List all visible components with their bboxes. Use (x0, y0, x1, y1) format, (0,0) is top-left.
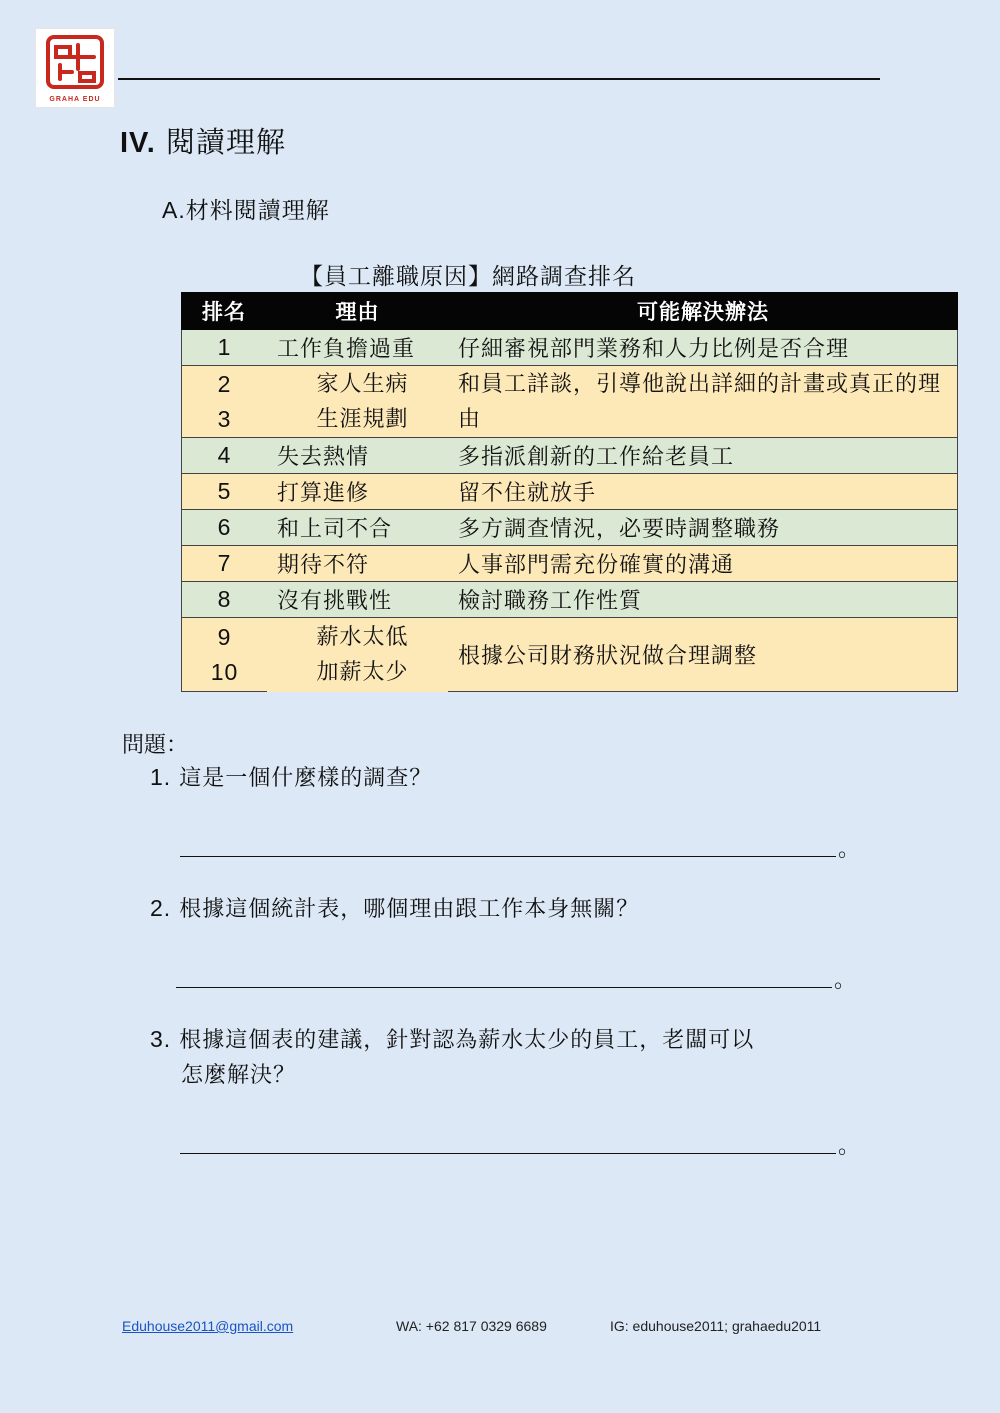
answer-end-2: 。 (834, 968, 857, 993)
table-cell-solution: 留不住就放手 (448, 474, 958, 510)
table-cell-reason: 沒有挑戰性 (267, 582, 448, 618)
answer-line-2[interactable] (176, 987, 832, 988)
answer-line-1[interactable] (180, 856, 836, 857)
answer-end-3: 。 (838, 1134, 861, 1159)
seal-logo-icon (36, 29, 114, 107)
subsection-title (162, 192, 330, 225)
question-3: 3. 根據這個表的建議，針對認為薪水太少的員工，老闆可以 怎麼解決？ (150, 1026, 755, 1088)
table-cell-solution: 多方調查情況，必要時調整職務 (448, 510, 958, 546)
table-header-reason: 理由 (267, 292, 448, 330)
section-title-text: 閱讀理解 (166, 125, 287, 159)
answer-line-3[interactable] (180, 1153, 836, 1154)
table-cell-rank: 8 (181, 582, 267, 618)
table-header-solution: 可能解決辦法 (448, 292, 958, 330)
subsection-title-text: 材料閱讀理解 (185, 198, 330, 224)
section-title (120, 120, 286, 161)
table-cell-solution: 根據公司財務狀況做合理調整 (448, 618, 958, 692)
table-cell-reason: 期待不符 (267, 546, 448, 582)
table-cell-solution: 人事部門需充份確實的溝通 (448, 546, 958, 582)
table-cell-rank: 1 (181, 330, 267, 366)
table-cell-reason: 打算進修 (267, 474, 448, 510)
table-cell-rank: 9 10 (181, 618, 267, 692)
table-cell-solution: 仔細審視部門業務和人力比例是否合理 (448, 330, 958, 366)
table-caption: 【員工離職原因】網路調查排名 (300, 264, 636, 290)
question-2: 2. 根據這個統計表，哪個理由跟工作本身無關？ (150, 895, 640, 922)
question-1: 1. 這是一個什麼樣的調查？ (150, 764, 433, 791)
table-cell-reason: 失去熱情 (267, 438, 448, 474)
table-cell-rank: 7 (181, 546, 267, 582)
logo-text: GRAHA EDU (49, 96, 101, 103)
table-cell-rank: 5 (181, 474, 267, 510)
table-cell-reason: 家人生病 生涯規劃 (267, 366, 448, 438)
table-cell-rank: 2 3 (181, 366, 267, 438)
table-cell-solution: 和員工詳談，引導他說出詳細的計畫或真正的理由 (448, 366, 958, 438)
survey-table (181, 292, 958, 693)
questions-label: 問題： (122, 733, 189, 758)
section-number: IV. (120, 127, 156, 159)
table-cell-solution: 多指派創新的工作給老員工 (448, 438, 958, 474)
graha-edu-logo (35, 28, 115, 108)
answer-end-1: 。 (838, 837, 861, 862)
table-cell-reason: 薪水太低 加薪太少 (267, 618, 448, 692)
footer-instagram: IG: eduhouse2011; grahaedu2011 (610, 1318, 822, 1334)
table-cell-rank: 4 (181, 438, 267, 474)
header-rule (118, 78, 880, 80)
footer-whatsapp: WA: +62 817 0329 6689 (396, 1318, 547, 1334)
table-cell-rank: 6 (181, 510, 267, 546)
table-cell-solution: 檢討職務工作性質 (448, 582, 958, 618)
table-cell-reason: 工作負擔過重 (267, 330, 448, 366)
footer-email-link[interactable]: Eduhouse2011@gmail.com (122, 1318, 294, 1334)
table-header-rank: 排名 (181, 292, 267, 330)
subsection-number: A. (162, 197, 186, 223)
table-cell-reason: 和上司不合 (267, 510, 448, 546)
